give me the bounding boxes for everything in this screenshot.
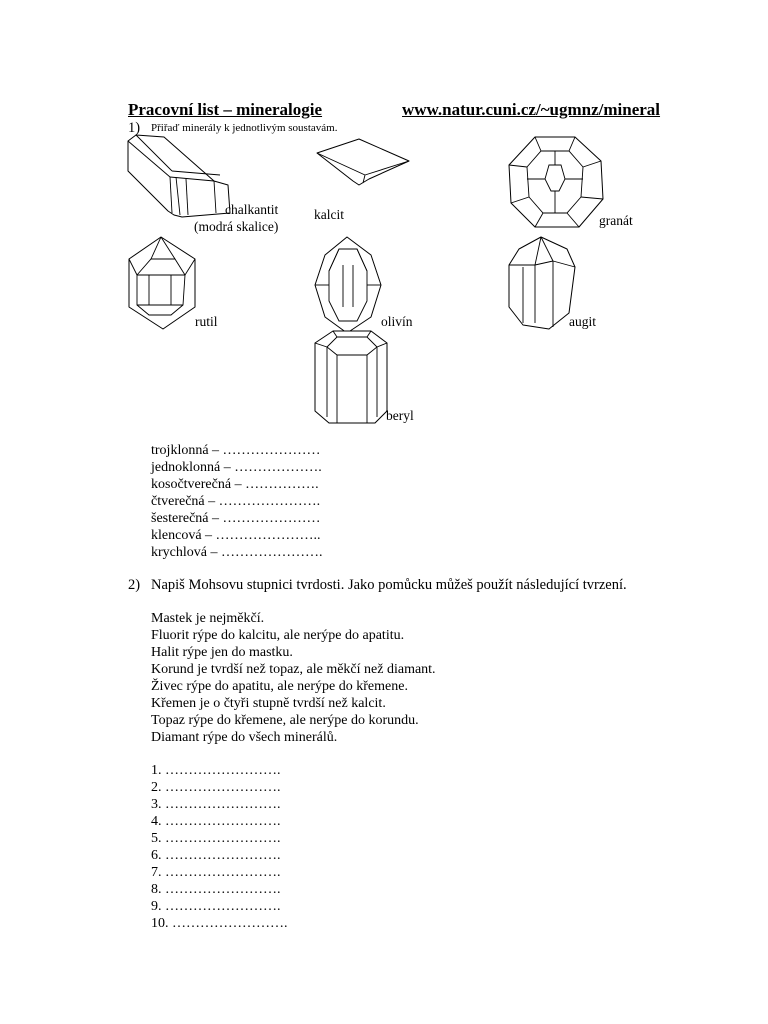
answer-line[interactable]: 3. ……………………. <box>151 797 281 812</box>
task1-number: 1) <box>128 120 141 136</box>
system-line[interactable]: čtverečná – …………………. <box>151 494 321 509</box>
answer-line[interactable]: 6. ……………………. <box>151 848 281 863</box>
answer-line[interactable]: 1. ……………………. <box>151 763 281 778</box>
answer-line[interactable]: 9. ……………………. <box>151 899 281 914</box>
answer-line[interactable]: 2. ……………………. <box>151 780 281 795</box>
mineral-label-olivin: olivín <box>381 314 413 329</box>
statement-line: Fluorit rýpe do kalcitu, ale nerýpe do apatitu. <box>151 628 405 643</box>
system-line[interactable]: krychlová – …………………. <box>151 545 323 560</box>
mohs-answer-list <box>151 762 288 932</box>
augit-crystal-drawing <box>505 235 577 331</box>
mineral-label-beryl: beryl <box>386 408 414 423</box>
statement-line: Topaz rýpe do křemene, ale nerýpe do korundu. <box>151 713 419 728</box>
answer-line[interactable]: 4. ……………………. <box>151 814 281 829</box>
mineral-label-chalkantit: chalkantit <box>225 202 279 217</box>
answer-line[interactable]: 7. ……………………. <box>151 865 281 880</box>
statement-line: Korund je tvrdší než topaz, ale měkčí než diamant. <box>151 662 436 677</box>
answer-line[interactable]: 10. ……………………. <box>151 916 288 931</box>
mineral-label-rutil: rutil <box>195 314 218 329</box>
task2-instruction: Napiš Mohsovu stupnici tvrdosti. Jako pomůcku můžeš použít následující tvrzení. <box>151 577 627 593</box>
system-line[interactable]: kosočtverečná – ……………. <box>151 477 319 492</box>
beryl-crystal-drawing <box>313 327 391 425</box>
system-line[interactable]: šesterečná – ………………… <box>151 511 321 526</box>
mineral-label-kalcit: kalcit <box>314 207 344 222</box>
statement-line: Křemen je o čtyři stupně tvrdší než kalcit. <box>151 696 386 711</box>
system-line[interactable]: trojklonná – ………………… <box>151 443 321 458</box>
mineral-label-chalkantit-alt: (modrá skalice) <box>194 219 279 234</box>
page-url[interactable]: www.natur.cuni.cz/~ugmnz/mineral <box>402 100 661 119</box>
system-line[interactable]: jednoklonná – ………………. <box>151 460 322 475</box>
hardness-statements <box>151 610 436 746</box>
kalcit-crystal-drawing <box>315 137 411 189</box>
task1-instruction: Přiřaď minerály k jednotlivým soustavám. <box>151 122 338 134</box>
answer-line[interactable]: 5. ……………………. <box>151 831 281 846</box>
statement-line: Diamant rýpe do všech minerálů. <box>151 730 338 745</box>
system-line[interactable]: klencová – ………………….. <box>151 528 321 543</box>
mineral-label-granat: granát <box>599 213 633 228</box>
crystal-systems-list <box>151 442 322 561</box>
task2-number: 2) <box>128 577 141 593</box>
statement-line: Mastek je nejměkčí. <box>151 611 265 626</box>
statement-line: Živec rýpe do apatitu, ale nerýpe do křemene. <box>151 679 408 694</box>
answer-line[interactable]: 8. ……………………. <box>151 882 281 897</box>
statement-line: Halit rýpe jen do mastku. <box>151 645 293 660</box>
chalkantit-crystal-drawing <box>124 133 234 219</box>
olivin-crystal-drawing <box>313 235 383 335</box>
granat-crystal-drawing <box>505 133 607 231</box>
mineral-label-augit: augit <box>569 314 596 329</box>
rutil-crystal-drawing <box>125 235 201 331</box>
page-title: Pracovní list – mineralogie <box>128 100 323 119</box>
